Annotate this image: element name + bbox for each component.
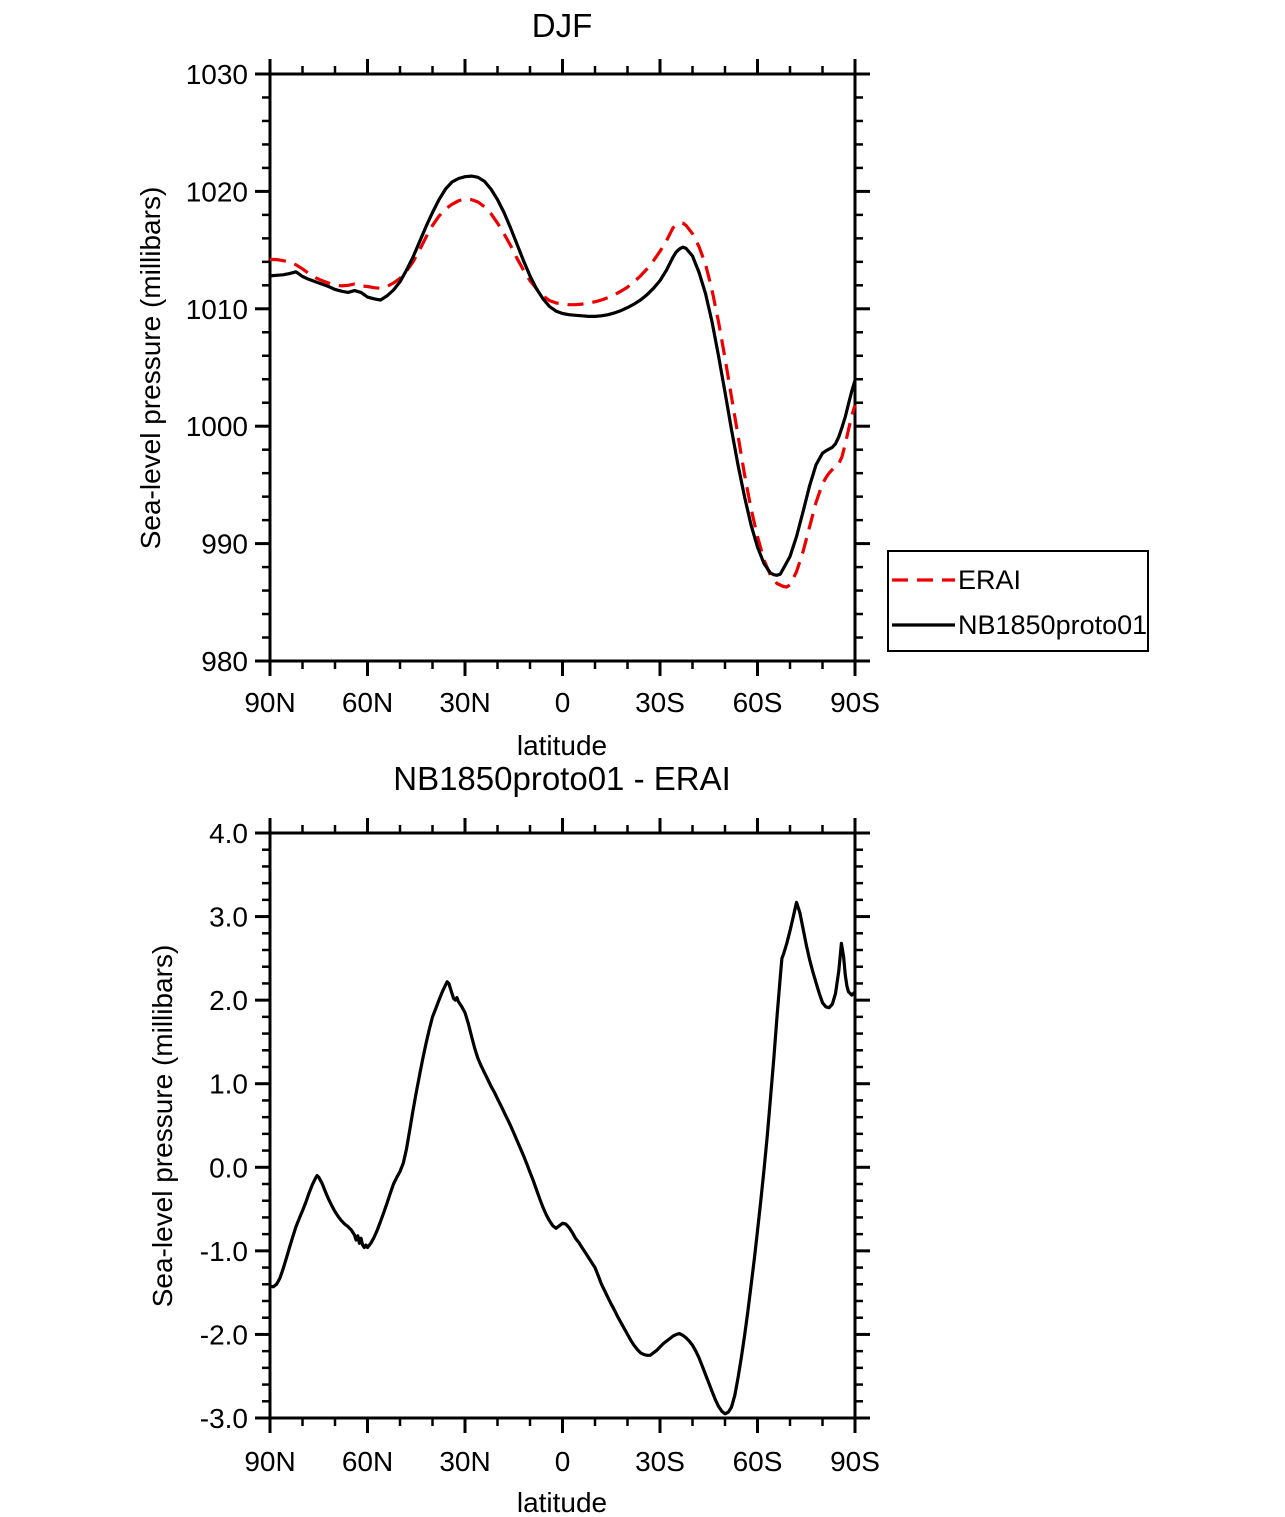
x-tick-label: 90N [244, 687, 296, 718]
y-tick-label: 1010 [185, 293, 248, 325]
plot-frame [270, 74, 855, 661]
y-tick-label: 990 [201, 528, 248, 560]
bottom-chart [147, 760, 880, 1517]
top-chart [135, 7, 1148, 761]
x-tick-label: 30S [635, 687, 685, 718]
x-tick-label: 90S [830, 687, 880, 718]
bottom-plot-area [200, 818, 880, 1477]
y-tick-label: 1020 [185, 176, 248, 208]
top-chart-y-axis-title: Sea-level pressure (millibars) [135, 186, 166, 550]
y-tick-label: -3.0 [199, 1403, 248, 1434]
x-tick-label: 90S [830, 1446, 880, 1477]
x-tick-label: 60N [341, 1446, 394, 1477]
bottom-chart-y-axis-title: Sea-level pressure (millibars) [147, 944, 178, 1308]
top-plot-area [186, 59, 880, 718]
series-nb1850proto01-erai [270, 902, 855, 1413]
y-tick-label: 0.0 [209, 1152, 248, 1184]
x-tick-label: 30S [635, 1446, 685, 1477]
y-tick-label: 980 [201, 646, 248, 677]
legend-label: ERAI [958, 565, 1022, 595]
y-tick-label: -2.0 [199, 1319, 248, 1351]
y-tick-label: 2.0 [209, 985, 248, 1017]
x-tick-label: 30N [439, 687, 491, 718]
y-tick-label: 1000 [185, 411, 248, 443]
legend-label: NB1850proto01 [958, 610, 1148, 640]
top-chart-title: DJF [531, 7, 593, 44]
y-tick-label: 3.0 [209, 901, 248, 933]
bottom-chart-title: NB1850proto01 - ERAI [393, 760, 731, 797]
x-tick-label: 0 [554, 687, 571, 718]
x-tick-label: 30N [439, 1446, 491, 1477]
y-tick-label: 1030 [185, 59, 248, 90]
x-tick-label: 60S [732, 1446, 783, 1477]
x-tick-label: 0 [554, 1446, 571, 1477]
series-nb1850proto01 [270, 176, 855, 575]
y-tick-label: -1.0 [199, 1235, 248, 1267]
x-tick-label: 60N [341, 687, 394, 718]
x-tick-label: 90N [244, 1446, 296, 1477]
top-chart-x-axis-title: latitude [516, 730, 608, 761]
legend [888, 551, 1148, 651]
y-tick-label: 4.0 [209, 818, 248, 849]
y-tick-label: 1.0 [209, 1068, 248, 1100]
series-erai [270, 199, 855, 587]
x-tick-label: 60S [732, 687, 783, 718]
bottom-chart-x-axis-title: latitude [516, 1487, 608, 1517]
